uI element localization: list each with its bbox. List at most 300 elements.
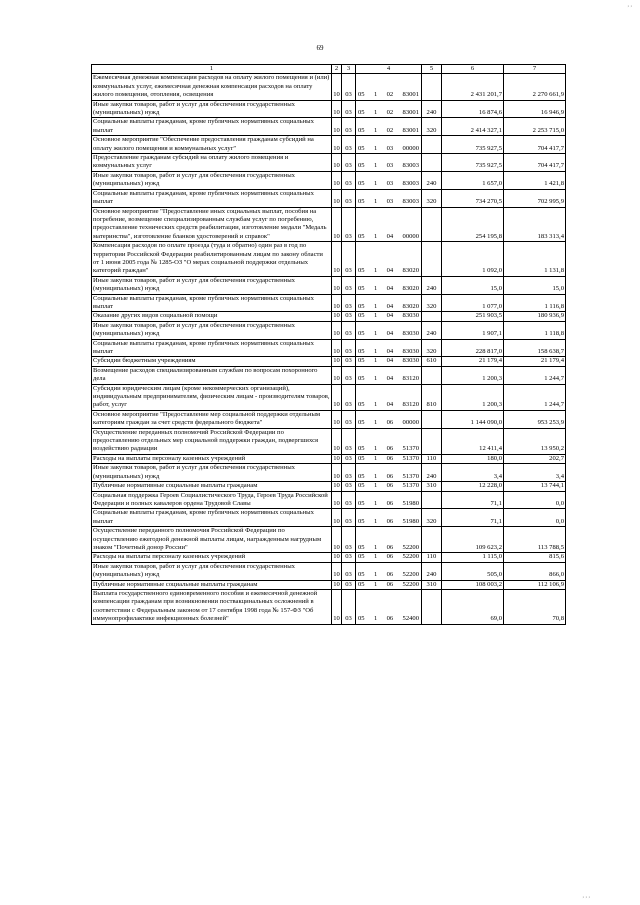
header-row <box>92 65 566 74</box>
row-target-article <box>356 207 422 242</box>
code-part: 1 <box>373 615 378 623</box>
row-name: Социальные выплаты гражданам, кроме публичных нормативных социальных выплат <box>92 509 332 527</box>
row-amount-year-2: 0,0 <box>504 509 566 527</box>
row-amount-year-2: 815,6 <box>504 553 566 562</box>
row-target-article <box>356 294 422 312</box>
row-target-article <box>356 384 422 410</box>
row-target-article <box>356 580 422 589</box>
code-part: 06 <box>386 553 394 561</box>
table-row <box>92 207 566 242</box>
row-expense-type: 110 <box>422 553 442 562</box>
row-target-article <box>356 527 422 553</box>
row-name: Социальная поддержка Героев Социалистического Труда, Героев Труда Российской Федерации и полных кавалеров ордена Трудовой Славы <box>92 491 332 509</box>
row-amount-year-2: 953 253,9 <box>504 410 566 428</box>
target-article-code <box>357 375 420 383</box>
table-row <box>92 366 566 384</box>
code-part: 05 <box>358 375 365 383</box>
row-target-article <box>356 491 422 509</box>
code-part: 52400 <box>402 615 419 623</box>
row-amount-year-1: 21 179,4 <box>442 357 504 366</box>
row-target-article <box>356 276 422 294</box>
row-amount-year-1: 505,0 <box>442 562 504 580</box>
row-subsection: 03 <box>342 276 356 294</box>
code-part: 06 <box>386 445 394 453</box>
row-target-article <box>356 189 422 207</box>
code-part: 83030 <box>402 357 419 365</box>
row-amount-year-1: 69,0 <box>442 589 504 624</box>
row-target-article <box>356 464 422 482</box>
target-article-code <box>357 109 420 117</box>
target-article-code <box>357 127 420 135</box>
row-target-article <box>356 242 422 277</box>
code-part: 1 <box>373 445 378 453</box>
row-name: Публичные нормативные социальные выплаты гражданам <box>92 482 332 491</box>
code-part: 1 <box>373 144 378 152</box>
row-amount-year-1: 1 200,3 <box>442 366 504 384</box>
row-name: Субсидии бюджетным учреждениям <box>92 357 332 366</box>
row-amount-year-2: 866,0 <box>504 562 566 580</box>
row-expense-type <box>422 74 442 100</box>
code-part: 00000 <box>402 419 419 427</box>
row-amount-year-1: 228 817,0 <box>442 339 504 357</box>
code-part: 06 <box>386 454 394 462</box>
row-section: 10 <box>332 294 342 312</box>
code-part: 1 <box>373 482 378 490</box>
row-expense-type: 240 <box>422 171 442 189</box>
table-row <box>92 154 566 172</box>
row-amount-year-1: 71,1 <box>442 509 504 527</box>
code-part: 83003 <box>402 198 419 206</box>
row-target-article <box>356 428 422 454</box>
code-part: 04 <box>386 312 394 320</box>
row-target-article <box>356 171 422 189</box>
row-section: 10 <box>332 589 342 624</box>
code-part: 05 <box>358 180 365 188</box>
row-name: Иные закупки товаров, работ и услуг для обеспечения государственных (муниципальных) нужд <box>92 171 332 189</box>
row-subsection: 03 <box>342 562 356 580</box>
row-name: Социальные выплаты гражданам, кроме публичных нормативных социальных выплат <box>92 294 332 312</box>
row-subsection: 03 <box>342 464 356 482</box>
code-part: 83003 <box>402 180 419 188</box>
row-amount-year-2: 13 744,1 <box>504 482 566 491</box>
row-name: Оказание других видов социальной помощи <box>92 312 332 321</box>
target-article-code <box>357 348 420 356</box>
target-article-code <box>357 581 420 589</box>
row-amount-year-1: 16 874,6 <box>442 100 504 118</box>
row-name: Ежемесячная денежная компенсация расходов на оплату жилого помещения и (или) коммунальных услуг, ежемесячная денежная компенсация расходов на оплату жилого помещения, отопления, освещения <box>92 74 332 100</box>
row-amount-year-1: 735 927,5 <box>442 136 504 154</box>
code-part: 05 <box>358 330 365 338</box>
row-expense-type <box>422 366 442 384</box>
row-section: 10 <box>332 464 342 482</box>
code-part: 05 <box>358 615 365 623</box>
target-article-code <box>357 615 420 623</box>
row-expense-type <box>422 589 442 624</box>
row-target-article <box>356 562 422 580</box>
target-article-code <box>357 285 420 293</box>
row-name: Компенсация расходов по оплате проезда (туда и обратно) один раз в год по территории Российской Федерации реабилитированным лицам по закону области от 1 июня 2005 года № 1285-ОЗ "О мерах социальной поддержки отдельных категорий граждан" <box>92 242 332 277</box>
corner-mark-top: , , <box>627 2 632 8</box>
row-subsection: 03 <box>342 357 356 366</box>
code-part: 83003 <box>402 162 419 170</box>
row-amount-year-2: 704 417,7 <box>504 154 566 172</box>
row-subsection: 03 <box>342 482 356 491</box>
code-part: 1 <box>373 401 378 409</box>
code-part: 05 <box>358 445 365 453</box>
row-target-article <box>356 154 422 172</box>
code-part: 06 <box>386 580 394 588</box>
row-section: 10 <box>332 509 342 527</box>
code-part: 04 <box>386 267 394 275</box>
code-part: 04 <box>386 401 394 409</box>
code-part: 02 <box>386 126 394 134</box>
table-row <box>92 562 566 580</box>
row-expense-type <box>422 154 442 172</box>
code-part: 05 <box>358 285 365 293</box>
code-part: 03 <box>386 144 394 152</box>
row-expense-type: 240 <box>422 562 442 580</box>
target-article-code <box>357 180 420 188</box>
table-row <box>92 276 566 294</box>
row-amount-year-1: 1 907,1 <box>442 321 504 339</box>
row-amount-year-1: 2 414 327,1 <box>442 118 504 136</box>
code-part: 05 <box>358 580 365 588</box>
table-row <box>92 428 566 454</box>
target-article-code <box>357 544 420 552</box>
code-part: 51370 <box>402 454 419 462</box>
code-part: 1 <box>373 375 378 383</box>
row-subsection: 03 <box>342 428 356 454</box>
code-part: 1 <box>373 312 378 320</box>
code-part: 06 <box>386 517 394 525</box>
row-name: Основное мероприятие "Предоставление мер социальной поддержки отдельным категориям граждан за счет средств федерального бюджета" <box>92 410 332 428</box>
row-section: 10 <box>332 74 342 100</box>
row-target-article <box>356 321 422 339</box>
page-number: 69 <box>316 44 324 52</box>
code-part: 1 <box>373 232 378 240</box>
row-expense-type <box>422 491 442 509</box>
code-part: 05 <box>358 126 365 134</box>
table-row <box>92 118 566 136</box>
row-target-article <box>356 366 422 384</box>
row-section: 10 <box>332 100 342 118</box>
row-amount-year-2: 1 421,8 <box>504 171 566 189</box>
row-subsection: 03 <box>342 366 356 384</box>
row-expense-type: 240 <box>422 321 442 339</box>
row-amount-year-2: 13 950,2 <box>504 428 566 454</box>
target-article-code <box>357 482 420 490</box>
code-part: 06 <box>386 615 394 623</box>
code-part: 83001 <box>402 109 419 117</box>
row-subsection: 03 <box>342 410 356 428</box>
target-article-code <box>357 419 420 427</box>
code-part: 02 <box>386 91 394 99</box>
code-part: 05 <box>358 162 365 170</box>
row-subsection: 03 <box>342 321 356 339</box>
row-expense-type: 320 <box>422 509 442 527</box>
code-part: 1 <box>373 571 378 579</box>
row-amount-year-1: 254 195,8 <box>442 207 504 242</box>
target-article-code <box>357 330 420 338</box>
row-amount-year-1: 12 228,0 <box>442 482 504 491</box>
target-article-code <box>357 267 420 275</box>
row-subsection: 03 <box>342 339 356 357</box>
code-part: 1 <box>373 499 378 507</box>
row-amount-year-1: 251 903,5 <box>442 312 504 321</box>
row-name: Социальные выплаты гражданам, кроме публичных нормативных социальных выплат <box>92 189 332 207</box>
row-target-article <box>356 312 422 321</box>
row-amount-year-2: 21 179,4 <box>504 357 566 366</box>
table-row <box>92 464 566 482</box>
code-part: 1 <box>373 419 378 427</box>
row-target-article <box>356 553 422 562</box>
code-part: 1 <box>373 285 378 293</box>
row-amount-year-2: 15,0 <box>504 276 566 294</box>
row-expense-type: 310 <box>422 580 442 589</box>
target-article-code <box>357 91 420 99</box>
row-section: 10 <box>332 384 342 410</box>
header-col-6: 6 <box>442 65 504 74</box>
target-article-code <box>357 455 420 463</box>
row-amount-year-1: 71,1 <box>442 491 504 509</box>
row-subsection: 03 <box>342 580 356 589</box>
code-part: 1 <box>373 126 378 134</box>
row-section: 10 <box>333 312 340 320</box>
row-amount-year-2: 2 253 715,0 <box>504 118 566 136</box>
table-row <box>92 509 566 527</box>
code-part: 52200 <box>402 580 419 588</box>
code-part: 52200 <box>402 543 419 551</box>
code-part: 05 <box>358 454 365 462</box>
row-amount-year-2: 1 244,7 <box>504 384 566 410</box>
row-target-article <box>356 74 422 100</box>
target-article-code <box>357 303 420 311</box>
row-name: Иные закупки товаров, работ и услуг для обеспечения государственных (муниципальных) нужд <box>92 276 332 294</box>
row-amount-year-2: 0,0 <box>504 491 566 509</box>
code-part: 04 <box>386 348 394 355</box>
row-amount-year-2: 202,7 <box>504 454 566 463</box>
table-row <box>92 100 566 118</box>
row-subsection: 03 <box>342 74 356 100</box>
row-amount-year-2: 1 118,8 <box>504 321 566 339</box>
row-target-article <box>356 357 422 366</box>
row-amount-year-2: 16 946,9 <box>504 100 566 118</box>
row-subsection: 03 <box>342 136 356 154</box>
code-part: 04 <box>386 285 394 293</box>
row-amount-year-2: 113 788,5 <box>504 527 566 553</box>
target-article-code <box>357 162 420 170</box>
row-section: 10 <box>332 410 342 428</box>
code-part: 05 <box>358 401 365 409</box>
code-part: 1 <box>373 180 378 188</box>
target-article-code <box>357 518 420 526</box>
row-amount-year-1: 1 144 090,0 <box>442 410 504 428</box>
row-amount-year-2: 180 936,9 <box>504 312 566 321</box>
code-part: 06 <box>386 482 394 490</box>
row-name: Социальные выплаты гражданам, кроме публичных нормативных социальных выплат <box>92 118 332 136</box>
row-subsection: 03 <box>342 207 356 242</box>
row-name: Основное мероприятие "Предоставление иных социальных выплат, пособия на погребение, возмещение специализированным службам услуг по погребению, предоставление технических средств реабилитации, изготовление медали "Медаль материнства", изготовление бланков удостоверений и справок" <box>92 207 332 242</box>
row-section: 10 <box>333 454 340 462</box>
table-row <box>92 553 566 562</box>
row-subsection: 03 <box>342 509 356 527</box>
target-article-code <box>357 145 420 153</box>
code-part: 05 <box>358 312 365 320</box>
row-target-article <box>356 482 422 491</box>
row-expense-type: 810 <box>422 384 442 410</box>
code-part: 83001 <box>402 91 419 99</box>
table-row <box>92 527 566 553</box>
row-section: 10 <box>332 321 342 339</box>
table-row <box>92 482 566 491</box>
row-target-article <box>356 589 422 624</box>
row-section: 10 <box>333 357 340 365</box>
row-section: 10 <box>332 428 342 454</box>
table-row <box>92 339 566 357</box>
code-part: 1 <box>373 580 378 588</box>
code-part: 05 <box>358 91 365 99</box>
row-target-article <box>356 410 422 428</box>
row-amount-year-1: 1 092,0 <box>442 242 504 277</box>
table-row <box>92 312 566 321</box>
row-section: 10 <box>332 562 342 580</box>
row-name: Осуществление переданных полномочий Российской Федерации по предоставлению отдельных мер социальной поддержки граждан, подвергшихся воздействию радиации <box>92 428 332 454</box>
table-row <box>92 589 566 624</box>
code-part: 05 <box>358 517 365 525</box>
row-subsection: 03 <box>342 242 356 277</box>
code-part: 1 <box>373 267 378 275</box>
code-part: 83030 <box>402 348 419 355</box>
row-amount-year-2: 702 995,9 <box>504 189 566 207</box>
row-subsection: 03 <box>342 189 356 207</box>
row-subsection: 03 <box>342 589 356 624</box>
row-section: 10 <box>332 527 342 553</box>
row-section: 10 <box>332 154 342 172</box>
row-section: 10 <box>332 118 342 136</box>
row-expense-type: 240 <box>422 100 442 118</box>
row-section: 10 <box>332 171 342 189</box>
code-part: 05 <box>358 553 365 561</box>
row-target-article <box>356 454 422 463</box>
row-subsection: 03 <box>342 527 356 553</box>
row-section: 10 <box>332 207 342 242</box>
code-part: 1 <box>373 91 378 99</box>
code-part: 04 <box>386 330 394 338</box>
row-amount-year-2: 1 116,8 <box>504 294 566 312</box>
row-amount-year-1: 15,0 <box>442 276 504 294</box>
table-row <box>92 357 566 366</box>
code-part: 06 <box>386 571 394 579</box>
row-amount-year-2: 704 417,7 <box>504 136 566 154</box>
code-part: 1 <box>373 472 378 480</box>
code-part: 05 <box>358 571 365 579</box>
row-target-article <box>356 509 422 527</box>
row-name: Иные закупки товаров, работ и услуг для обеспечения государственных (муниципальных) нужд <box>92 321 332 339</box>
code-part: 1 <box>373 330 378 338</box>
header-col-4: 4 <box>356 65 422 74</box>
code-part: 83120 <box>402 401 419 409</box>
row-expense-type: 240 <box>422 276 442 294</box>
code-part: 05 <box>358 109 365 117</box>
code-part: 05 <box>358 543 365 551</box>
row-subsection: 03 <box>342 312 356 321</box>
table-row <box>92 136 566 154</box>
table-row <box>92 321 566 339</box>
corner-mark-bottom: , , , <box>582 893 590 899</box>
code-part: 1 <box>373 357 378 365</box>
row-expense-type: 310 <box>422 482 442 491</box>
row-amount-year-1: 735 927,5 <box>442 154 504 172</box>
row-subsection: 03 <box>342 100 356 118</box>
table-row <box>92 171 566 189</box>
code-part: 00000 <box>402 232 419 240</box>
code-part: 00000 <box>402 144 419 152</box>
row-name: Предоставление гражданам субсидий на оплату жилого помещения и коммунальных услуг <box>92 154 332 172</box>
row-section: 10 <box>332 366 342 384</box>
row-target-article <box>356 118 422 136</box>
code-part: 06 <box>386 419 394 427</box>
row-section: 10 <box>332 339 342 357</box>
code-part: 05 <box>358 144 365 152</box>
row-amount-year-2: 1 244,7 <box>504 366 566 384</box>
code-part: 02 <box>386 109 394 117</box>
row-expense-type <box>422 136 442 154</box>
row-amount-year-1: 734 270,5 <box>442 189 504 207</box>
row-target-article <box>356 100 422 118</box>
row-amount-year-1: 3,4 <box>442 464 504 482</box>
row-name: Возмещение расходов специализированным службам по вопросам похоронного дела <box>92 366 332 384</box>
code-part: 51370 <box>402 482 419 490</box>
row-section: 10 <box>332 189 342 207</box>
row-subsection: 03 <box>342 454 356 463</box>
row-subsection: 03 <box>342 491 356 509</box>
row-amount-year-2: 3,4 <box>504 464 566 482</box>
row-name: Субсидии юридическим лицам (кроме некоммерческих организаций), индивидуальным предпринимателям, физическим лицам - производителям товаров, работ, услуг <box>93 384 330 409</box>
row-name: Осуществление переданного полномочия Российской Федерации по осуществлению ежегодной денежной выплаты лицам, награжденным нагрудным знаком "Почетный донор России" <box>92 527 332 553</box>
row-subsection: 03 <box>342 118 356 136</box>
code-part: 05 <box>358 302 365 310</box>
code-part: 83020 <box>402 267 419 275</box>
row-name: Иные закупки товаров, работ и услуг для обеспечения государственных (муниципальных) нужд <box>92 464 332 482</box>
row-expense-type: 610 <box>422 357 442 366</box>
header-col-3: 3 <box>342 65 356 74</box>
row-amount-year-1: 12 411,4 <box>442 428 504 454</box>
code-part: 04 <box>386 357 394 365</box>
code-part: 03 <box>386 180 394 188</box>
row-expense-type <box>422 207 442 242</box>
row-amount-year-2: 1 131,8 <box>504 242 566 277</box>
row-target-article <box>356 136 422 154</box>
row-amount-year-1: 1 200,3 <box>442 384 504 410</box>
code-part: 1 <box>373 302 378 310</box>
target-article-code <box>357 553 420 561</box>
row-expense-type: 320 <box>422 118 442 136</box>
code-part: 51980 <box>402 499 419 507</box>
code-part: 05 <box>358 198 365 206</box>
row-section: 10 <box>332 276 342 294</box>
target-article-code <box>357 473 420 481</box>
header-col-2: 2 <box>332 65 342 74</box>
row-section: 10 <box>332 136 342 154</box>
row-amount-year-1: 108 003,2 <box>442 580 504 589</box>
code-part: 1 <box>373 543 378 551</box>
target-article-code <box>357 445 420 453</box>
row-amount-year-2: 112 106,9 <box>504 580 566 589</box>
table-row <box>92 384 566 410</box>
code-part: 05 <box>358 472 365 480</box>
header-col-5: 5 <box>422 65 442 74</box>
row-subsection: 03 <box>342 553 356 562</box>
